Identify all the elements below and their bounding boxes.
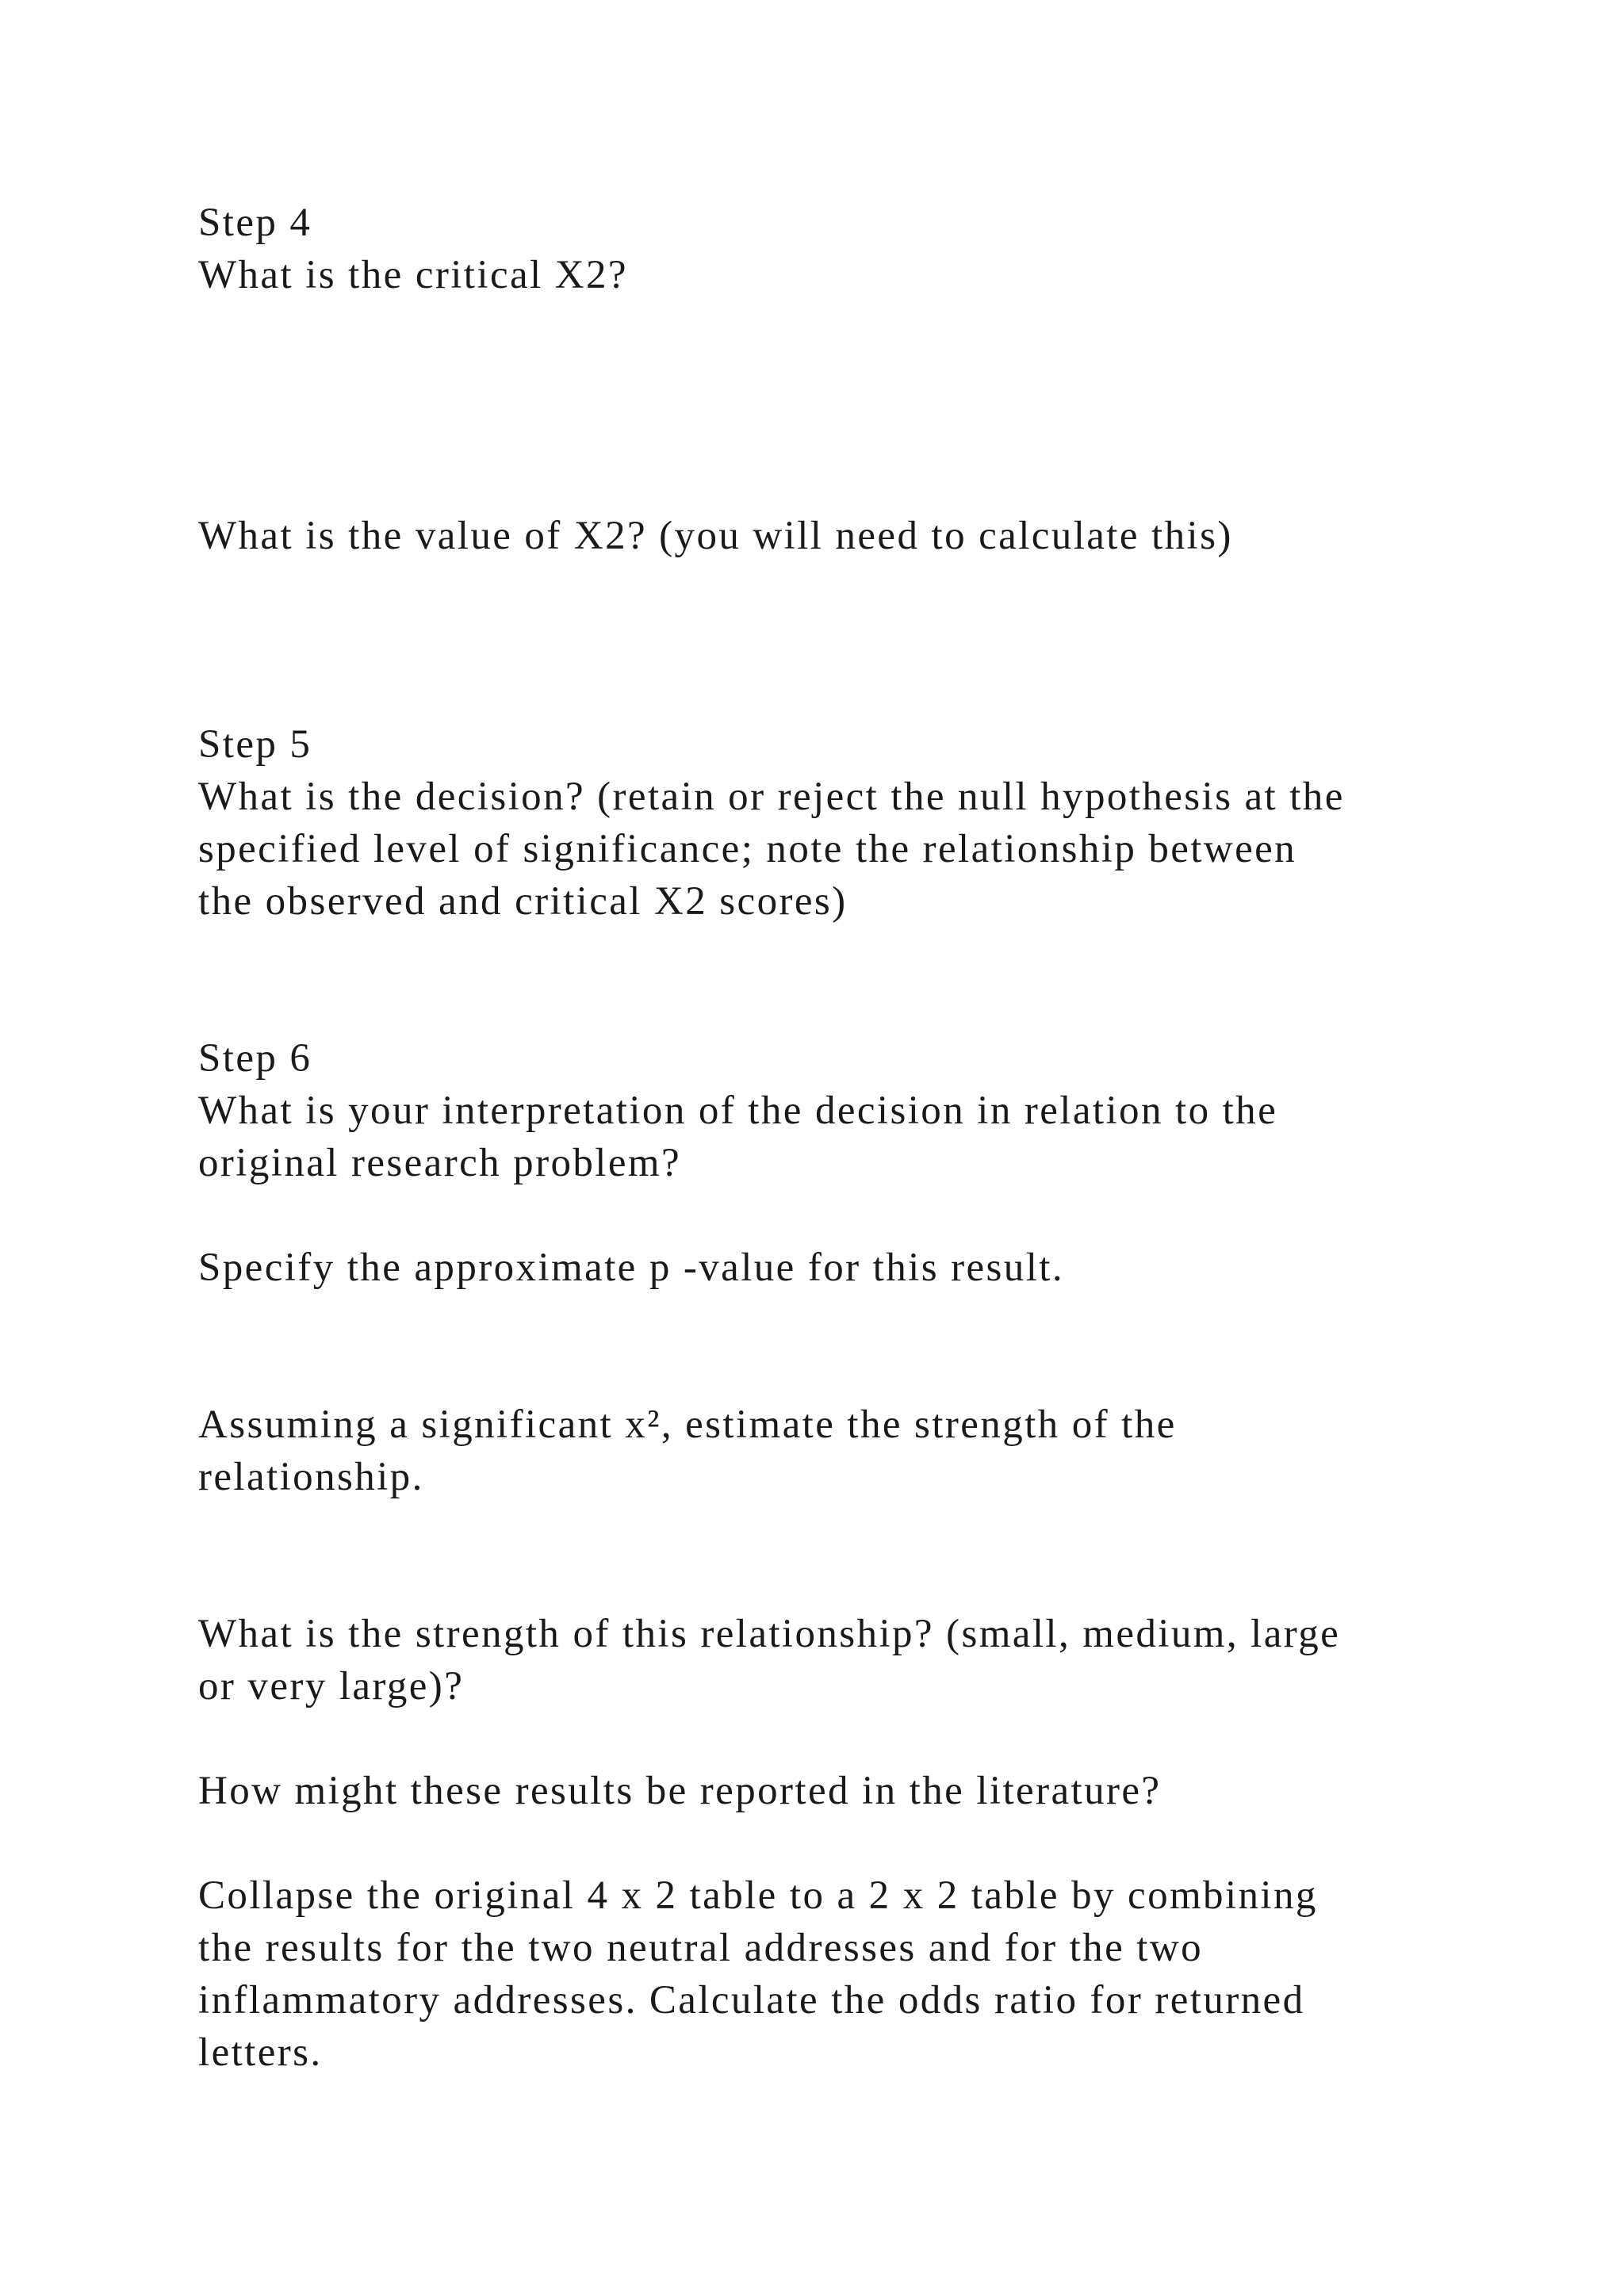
strength-size-question-line: or very large)? <box>198 1664 465 1709</box>
interpretation-question-line: What is your interpretation of the decision in relation to the <box>198 1089 1278 1133</box>
collapse-table-question-line: the results for the two neutral addresses and for the two <box>198 1926 1203 1970</box>
collapse-table-question-line: inflammatory addresses. Calculate the odds ratio for returned <box>198 1978 1305 2022</box>
strength-estimate-question-line: Assuming a significant x², estimate the strength of the <box>198 1402 1177 1447</box>
decision-question-line: the observed and critical X2 scores) <box>198 879 848 924</box>
x2-value-question: What is the value of X2? (you will need to calculate this) <box>198 514 1233 558</box>
collapse-table-question-line: Collapse the original 4 x 2 table to a 2 x 2 table by combining <box>198 1873 1318 1918</box>
strength-estimate-question-line: relationship. <box>198 1455 424 1499</box>
step-5-heading: Step 5 <box>198 722 312 767</box>
step-4-heading: Step 4 <box>198 201 312 245</box>
strength-size-question-line: What is the strength of this relationship? (small, medium, large <box>198 1612 1341 1656</box>
decision-question-line: specified level of significance; note the relationship between <box>198 827 1297 871</box>
collapse-table-question-line: letters. <box>198 2030 323 2075</box>
decision-question-line: What is the decision? (retain or reject the null hypothesis at the <box>198 775 1345 819</box>
report-question: How might these results be reported in the literature? <box>198 1769 1162 1813</box>
interpretation-question-line: original research problem? <box>198 1141 681 1185</box>
critical-x2-question: What is the critical X2? <box>198 253 628 297</box>
p-value-question: Specify the approximate p -value for this result. <box>198 1246 1064 1290</box>
step-6-heading: Step 6 <box>198 1036 312 1081</box>
